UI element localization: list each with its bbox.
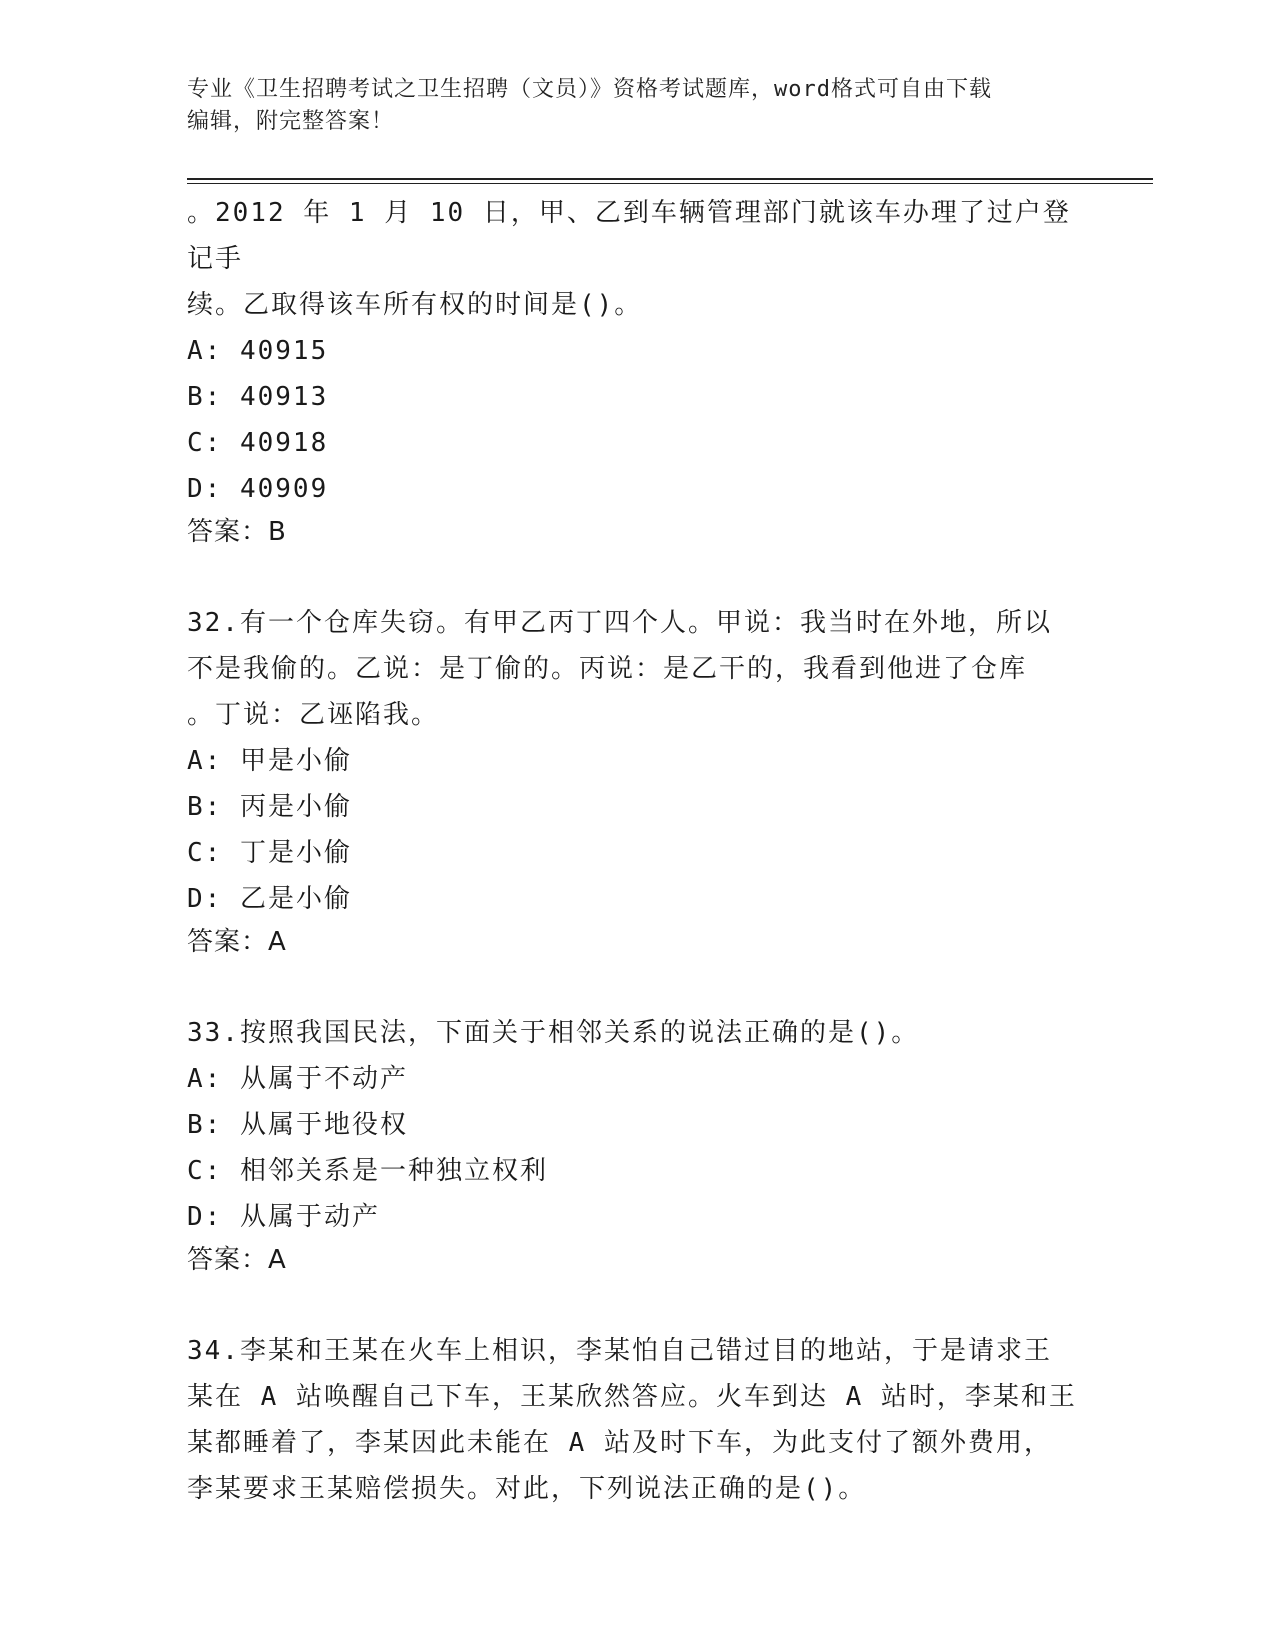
question-33-option-d: D: 从属于动产: [187, 1202, 380, 1232]
document-header-note: [187, 74, 1087, 138]
question-list: [187, 190, 1087, 1512]
question-31-option-d: D: 40909: [187, 474, 329, 504]
question-32-option-a: A: 甲是小偷: [187, 746, 352, 776]
question-32-option-c: C: 丁是小偷: [187, 838, 352, 868]
question-33-option-b: B: 从属于地役权: [187, 1110, 408, 1140]
spacer: [187, 552, 1087, 600]
question-34-text-line-1: 34.李某和王某在火车上相识，李某怕自己错过目的地站，于是请求王: [187, 1336, 1052, 1366]
question-32: [187, 600, 1087, 962]
question-32-answer: 答案：A: [187, 927, 287, 957]
question-34-text-line-4: 李某要求王某赔偿损失。对此，下列说法正确的是()。: [187, 1474, 867, 1504]
header-note-line-1: 专业《卫生招聘考试之卫生招聘（文员）》资格考试题库，word格式可自由下载: [187, 77, 992, 102]
question-31-text-line-2: 续。乙取得该车所有权的时间是()。: [187, 290, 643, 320]
question-31-option-b: B: 40913: [187, 382, 329, 412]
question-31-answer: 答案：B: [187, 517, 287, 547]
question-33-option-c: C: 相邻关系是一种独立权利: [187, 1156, 548, 1186]
question-31-option-a: A: 40915: [187, 336, 329, 366]
question-31-option-c: C: 40918: [187, 428, 329, 458]
spacer: [187, 962, 1087, 1010]
question-32-text-line-3: 。丁说：乙诬陷我。: [187, 700, 440, 730]
question-34: [187, 1328, 1087, 1512]
question-33-answer: 答案：A: [187, 1245, 287, 1275]
question-32-text-line-1: 32.有一个仓库失窃。有甲乙丙丁四个人。甲说：我当时在外地，所以: [187, 608, 1052, 638]
question-33-option-a: A: 从属于不动产: [187, 1064, 408, 1094]
question-33-text-line-1: 33.按照我国民法，下面关于相邻关系的说法正确的是()。: [187, 1018, 920, 1048]
question-32-text-line-2: 不是我偷的。乙说：是丁偷的。丙说：是乙干的，我看到他进了仓库: [187, 654, 1028, 684]
question-33: [187, 1010, 1087, 1280]
question-31-text-line-1: 。2012 年 1 月 10 日，甲、乙到车辆管理部门就该车办理了过户登记手: [187, 198, 1071, 274]
question-31: [187, 190, 1087, 552]
question-32-option-d: D: 乙是小偷: [187, 884, 352, 914]
header-divider: [187, 178, 1153, 184]
question-34-text-line-3: 某都睡着了，李某因此未能在 A 站及时下车，为此支付了额外费用，: [187, 1428, 1052, 1458]
header-note-line-2: 编辑，附完整答案！: [187, 109, 395, 134]
spacer: [187, 1280, 1087, 1328]
question-32-option-b: B: 丙是小偷: [187, 792, 352, 822]
question-34-text-line-2: 某在 A 站唤醒自己下车，王某欣然答应。火车到达 A 站时，李某和王: [187, 1382, 1077, 1412]
